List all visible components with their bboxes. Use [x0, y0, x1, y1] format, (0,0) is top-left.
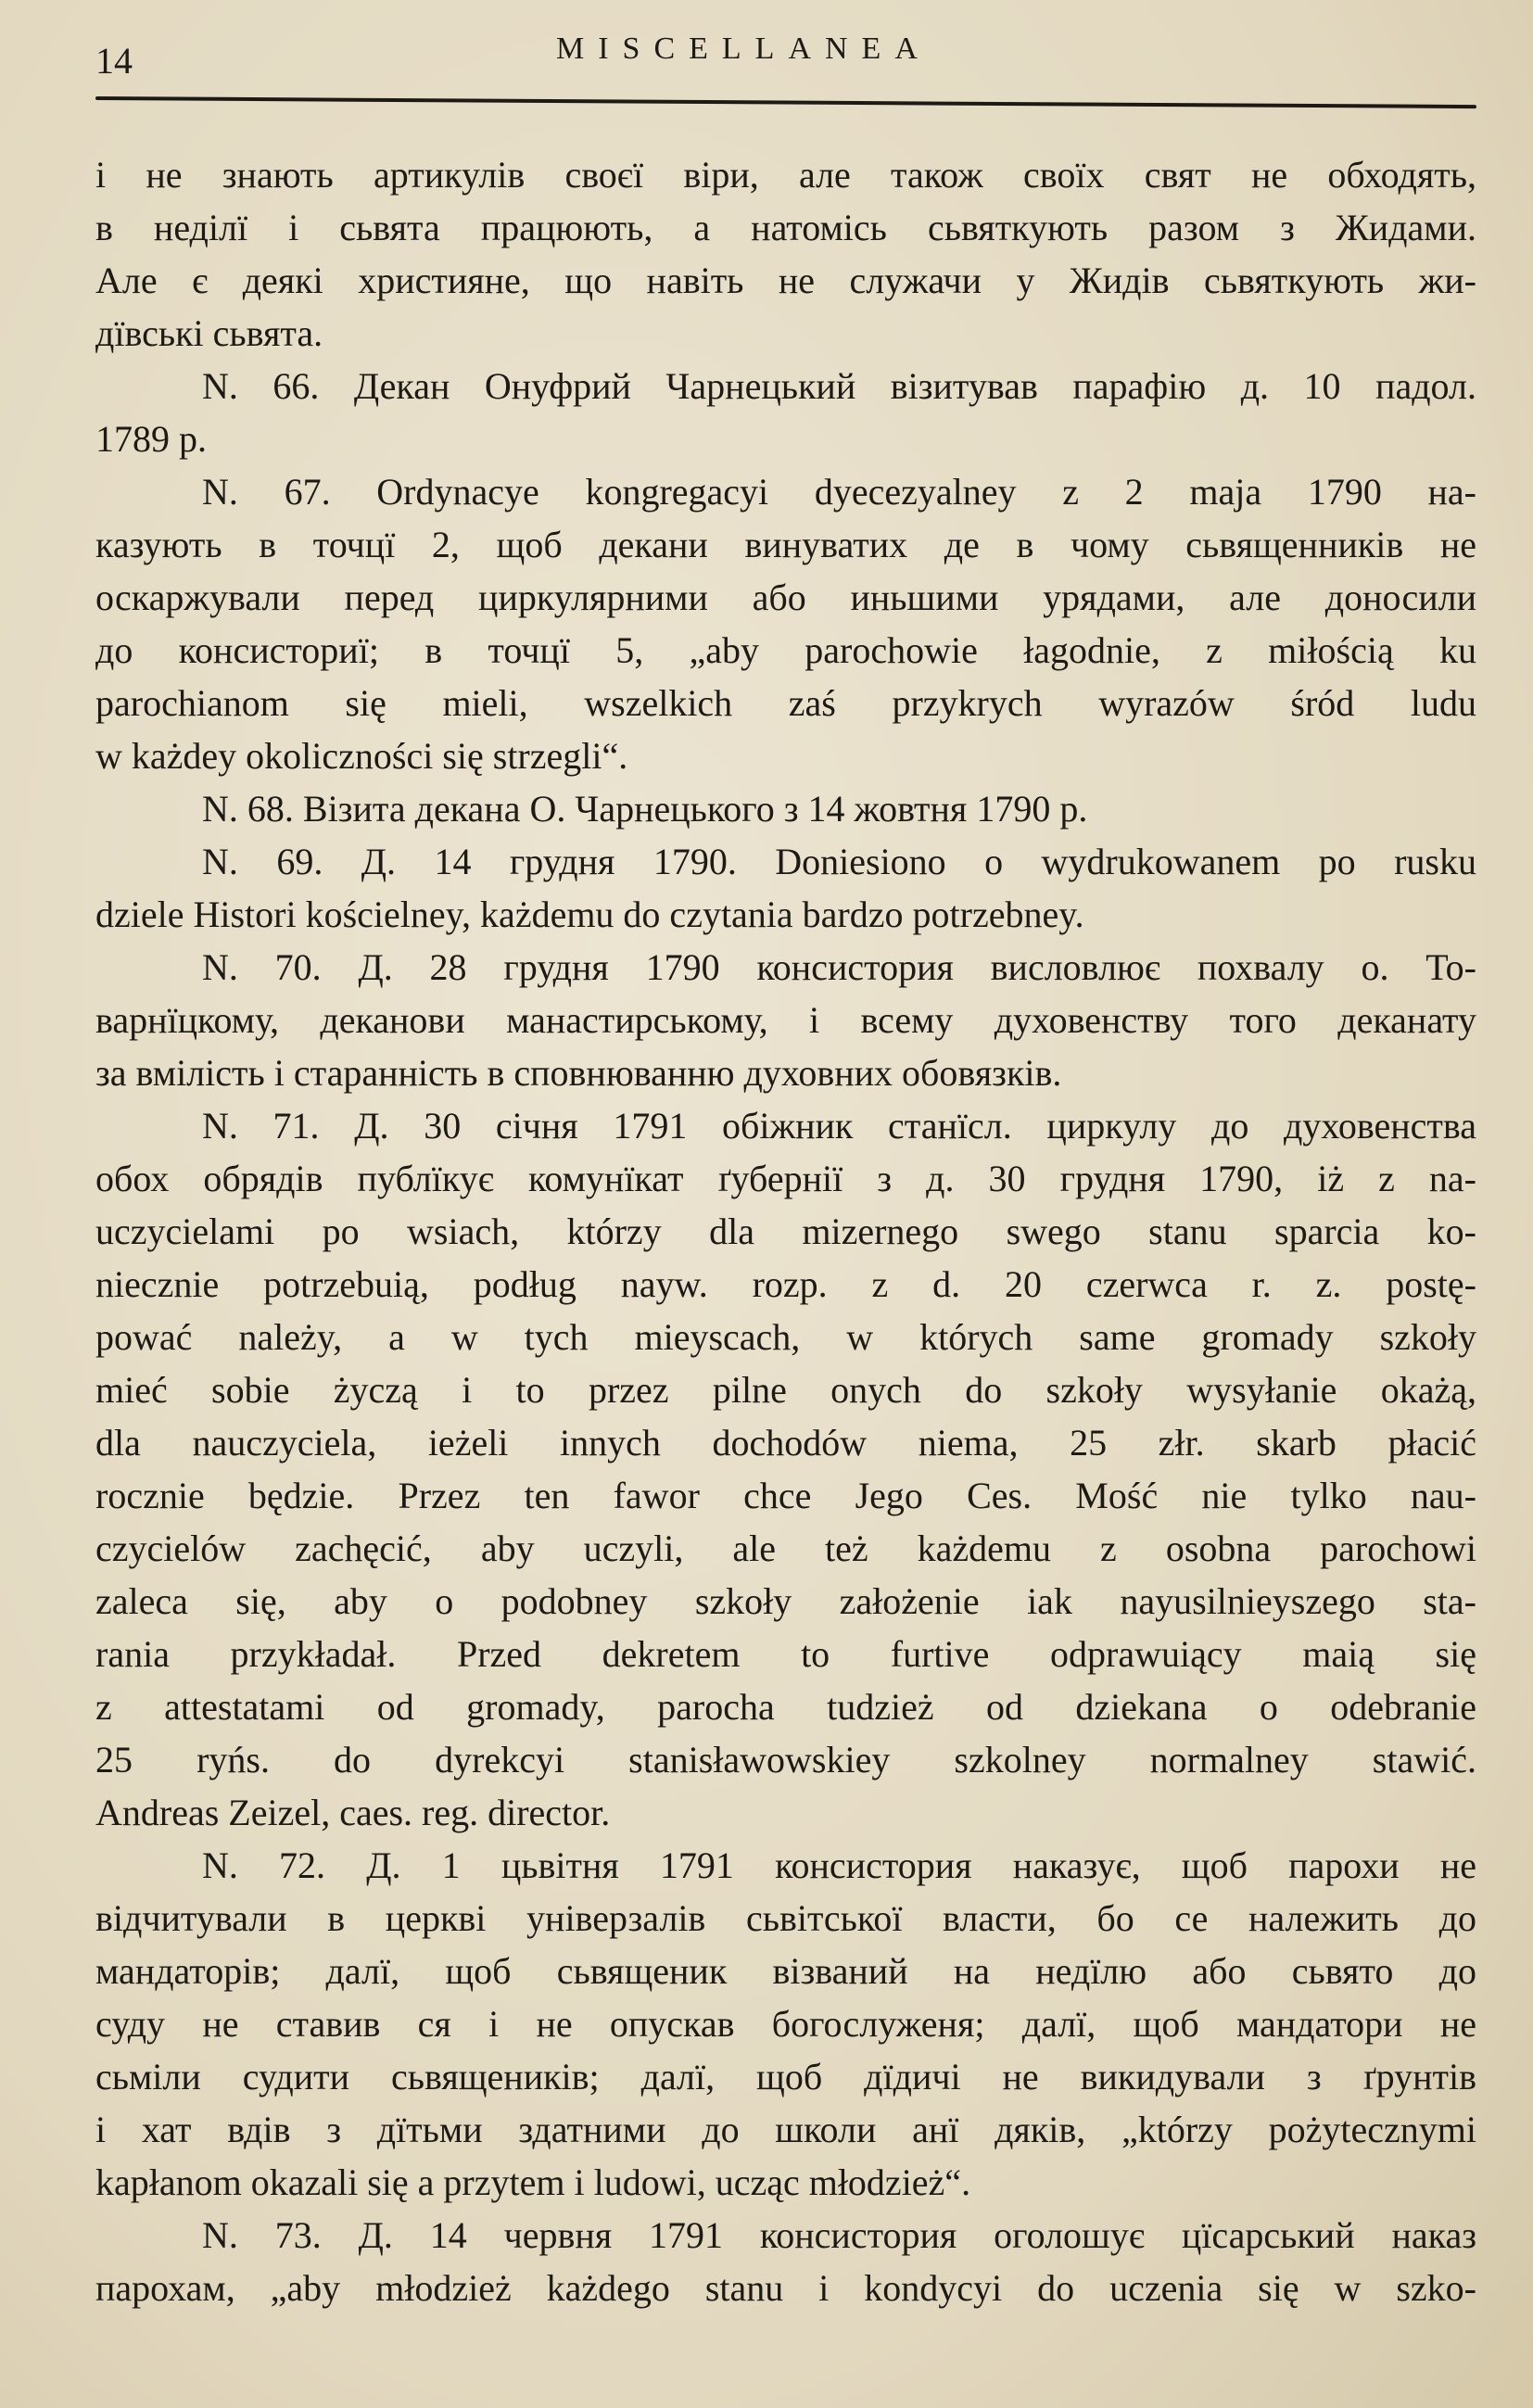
text-line: і не знають артикулів своєї віри, але також своїх свят не обходять, — [95, 154, 1476, 196]
text-line: dla nauczyciela, ieżeli innych dochodów niema, 25 złr. skarb płacić — [95, 1422, 1476, 1464]
text-line: uczycielami po wsiach, którzy dla mizernego swego stanu sparcia ko- — [95, 1210, 1476, 1252]
text-line: сьміли судити сьвящеників; далї, щоб дїдичі не викидували з ґрунтів — [95, 2056, 1476, 2097]
text-line: обох обрядів публїкує комунїкат ґубернії з д. 30 грудня 1790, iż z na- — [95, 1158, 1476, 1199]
text-line: zaleca się, aby o podobney szkoły założenie iak nayusilnieyszego sta- — [95, 1580, 1476, 1622]
text-line: в неділї і сьвята працюють, а натомісь сьвяткують разом з Жидами. — [95, 207, 1476, 248]
text-line: N. 67. Ordynacye kongregacyi dyecezyalney z 2 maja 1790 на- — [202, 471, 1476, 513]
text-line: mieć sobie życzą i to przez pilne onych do szkoły wysyłanie okażą, — [95, 1369, 1476, 1411]
text-line: дївські сьвята. — [95, 312, 323, 354]
text-line: niecznie potrzebuią, podług nayw. rozp. z d. 20 czerwca r. z. postę- — [95, 1263, 1476, 1305]
text-line: z attestatami od gromady, parocha tudzież od dziekana o odebranie — [95, 1686, 1476, 1728]
text-line: суду не ставив ся і не опускав богослуженя; далї, щоб мандатори не — [95, 2003, 1476, 2045]
text-line: w każdey okoliczności się strzegli“. — [95, 735, 628, 777]
text-line: rocznie będzie. Przez ten fawor chce Jego Ces. Mość nie tylko nau- — [95, 1475, 1476, 1516]
text-line: відчитували в церкві універзалів сьвітської власти, бо се належить до — [95, 1897, 1476, 1939]
text-line: pować należy, a w tych mieyscach, w których same gromady szkoły — [95, 1316, 1476, 1358]
text-line: 1789 р. — [95, 418, 207, 460]
text-line: до консисториї; в точцї 5, „aby parochowie łagodnie, z miłością ku — [95, 629, 1476, 671]
text-line: за вмілість і старанність в сповнюванню духовних обовязків. — [95, 1052, 1062, 1094]
text-line: Andreas Zeizel, caes. reg. director. — [95, 1792, 611, 1833]
text-line: czycielów zachęcić, aby uczyli, ale też każdemu z osobna parochowi — [95, 1527, 1476, 1569]
text-line: N. 72. Д. 1 цьвітня 1791 консистория наказує, щоб парохи не — [202, 1844, 1476, 1886]
page-number: 14 — [95, 40, 133, 82]
text-line: dziele Histori kościelney, każdemu do czytania bardzo potrzebney. — [95, 893, 1084, 935]
text-line: N. 66. Декан Онуфрий Чарнецький візитував парафію д. 10 падол. — [202, 365, 1476, 407]
text-line: 25 ryńs. do dyrekcyi stanisławowskiey szkolney normalney stawić. — [95, 1739, 1476, 1781]
text-line: Але є деякі християне, що навіть не служачи у Жидів сьвяткують жи- — [95, 260, 1476, 301]
text-line: N. 73. Д. 14 червня 1791 консистория оголошує цїсарський наказ — [202, 2214, 1476, 2256]
text-line: N. 69. Д. 14 грудня 1790. Doniesiono o wydrukowanem po rusku — [202, 841, 1476, 882]
text-line: варнїцкому, деканови манастирському, і всему духовенству того деканату — [95, 999, 1476, 1041]
text-line: оскаржували перед циркулярними або иньшими урядами, але доносили — [95, 577, 1476, 618]
text-line: і хат вдів з дїтьми здатними до школи анї дяків, „którzy pożytecznymi — [95, 2109, 1476, 2150]
text-line: rania przykładał. Przed dekretem to furtive odprawuiący maią się — [95, 1633, 1476, 1675]
text-line: N. 71. Д. 30 січня 1791 обіжник станїсл. циркулу до духовенства — [202, 1105, 1476, 1147]
running-title: MISCELLANEA — [556, 32, 931, 66]
text-line: казують в точцї 2, щоб декани винуватих де в чому сьвященників не — [95, 524, 1476, 565]
text-line: kapłanom okazali się a przytem i ludowi, ucząc młodzież“. — [95, 2161, 971, 2203]
header-rule — [95, 96, 1476, 108]
body-text — [95, 148, 1476, 2314]
text-line: N. 68. Візита декана О. Чарнецького з 14 жовтня 1790 р. — [202, 788, 1088, 830]
text-line: N. 70. Д. 28 грудня 1790 консистория висловлює похвалу о. То- — [202, 946, 1476, 988]
text-line: мандаторів; далї, щоб сьвященик візваний на недїлю або сьвято до — [95, 1950, 1476, 1992]
text-line: парохам, „aby młodzież każdego stanu i kondycyi do uczenia się w szko- — [95, 2267, 1476, 2309]
text-line: parochianom się mieli, wszelkich zaś przykrych wyrazów śród ludu — [95, 682, 1476, 724]
